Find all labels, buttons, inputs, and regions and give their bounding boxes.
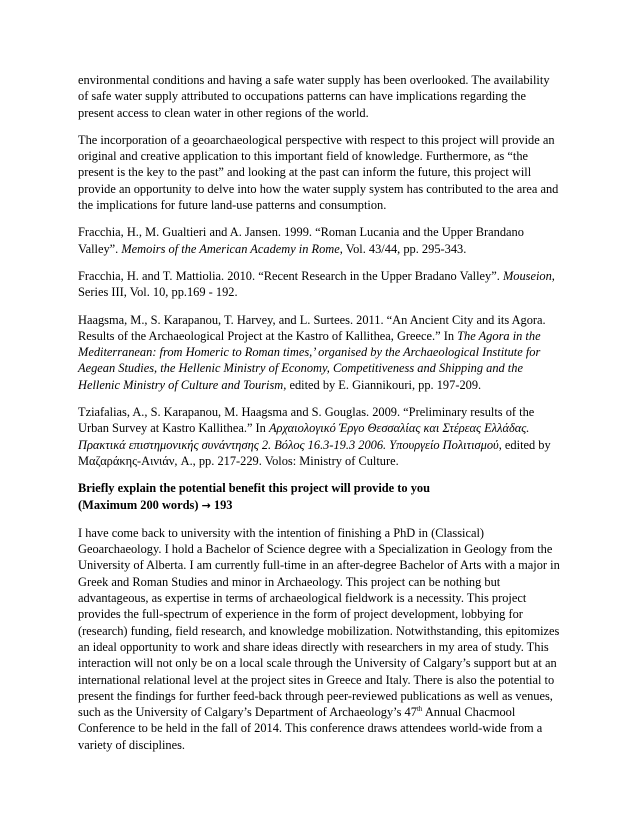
- reference-fracchia-2010: [78, 268, 560, 301]
- reference-fracchia-1999: [78, 224, 560, 257]
- reference-journal: Mouseion,: [502, 268, 555, 283]
- reference-book: The Agora in the Mediterranean: from Homeric to Roman times,’ organised by the Archaeological Institute for Aegean Studies, the Hellenic Ministry of Economy, Competitiveness and Shipping and the Hellenic Ministry of Culture and Tourism: [78, 328, 541, 392]
- reference-details: , Vol. 43/44, pp. 295-343.: [339, 241, 467, 256]
- question-heading: [78, 480, 560, 514]
- reference-details: Series III, Vol. 10, pp.169 - 192.: [78, 285, 238, 300]
- reference-journal: Memoirs of the American Academy in Rome: [121, 241, 340, 256]
- paragraph-water-supply: environmental conditions and having a safe water supply has been overlooked. The availability of safe water supply attributed to occupations patterns can have implications regarding the present access to clean water in other regions of the world.: [78, 73, 550, 120]
- arrow-right-icon: →: [201, 498, 211, 512]
- answer-text-end: Annual Chacmool Conference to be held in the fall of 2014. This conference draws attendees world-wide from a variety of disciplines.: [78, 705, 543, 752]
- word-limit: (Maximum 200 words): [78, 497, 202, 512]
- reference-authors: Haagsma, M., S. Karapanou, T. Harvey, and L. Surtees. 2011. “An Ancient City and its Agora. Results of the Archaeological Project at the Kastro of Kallithea, Greece.” In: [78, 312, 546, 343]
- ordinal-suffix: th: [416, 704, 423, 713]
- reference-tziafalias-2009: [78, 404, 560, 469]
- paragraph-geoarchaeology: The incorporation of a geoarchaeological perspective with respect to this project will provide an original and creative application to this important field of knowledge. Furthermore, as “the present is the key to the past” and looking at the past can inform the future, this project will provide an opportunity to delve into how the water supply system has contributed to the area and the implications for future land-use patterns and consumption.: [78, 132, 559, 213]
- reference-authors: Fracchia, H. and T. Mattiolia. 2010. “Recent Research in the Upper Bradano Valley”.: [78, 268, 503, 283]
- reference-authors: Tziafalias, A., S. Karapanou, M. Haagsma and S. Gouglas. 2009. “Preliminary results of the Urban Survey at Kastro Kallithea.” In: [78, 405, 535, 436]
- word-count: 193: [210, 497, 233, 512]
- answer-text: I have come back to university with the intention of finishing a PhD in (Classical) Geoarchaeology. I hold a Bachelor of Science degree with a Specialization in Geology from the University of Alberta. I am currently full-time in an after-degree Bachelor of Arts with a major in Greek and Roman Studies and minor in Archaeology. This project can be nothing but advantageous, as expertise in terms of archaeological fieldwork is a necessity. This project provides the full-spectrum of experience in the form of project development, lobbying for (research) funding, field research, and knowledge mobilization. Notwithstanding, this epitomizes an ideal opportunity to work and share ideas directly with researchers in my area of study. This interaction will not only be on a local scale through the University of Calgary’s support but at an international relational level at the project sites in Greece and Italy. There is also the potential to present the findings for further feed-back through peer-reviewed publications as well as venues, such as the University of Calgary’s Department of Archaeology’s 47: [78, 525, 560, 720]
- reference-details: , edited by E. Giannikouri, pp. 197-209.: [283, 377, 482, 392]
- answer-paragraph: [78, 525, 560, 753]
- reference-book: Αρχαιολογικό Έργο Θεσσαλίας και Στέρεας Ελλάδας. Πρακτικά επιστημονικής συνάντησης 2. Βόλος 16.3-19.3 2006. Υπουργείο Πολιτισμού: [78, 421, 530, 452]
- reference-haagsma-2011: [78, 312, 560, 393]
- reference-details: , edited by Μαζαράκης-Αινιάν, A., pp. 217-229. Volos: Ministry of Culture.: [78, 437, 551, 468]
- reference-authors: Fracchia, H., M. Gualtieri and A. Jansen. 1999. “Roman Lucania and the Upper Brandano Valley”.: [78, 225, 524, 256]
- question-text: Briefly explain the potential benefit this project will provide to you: [78, 481, 430, 496]
